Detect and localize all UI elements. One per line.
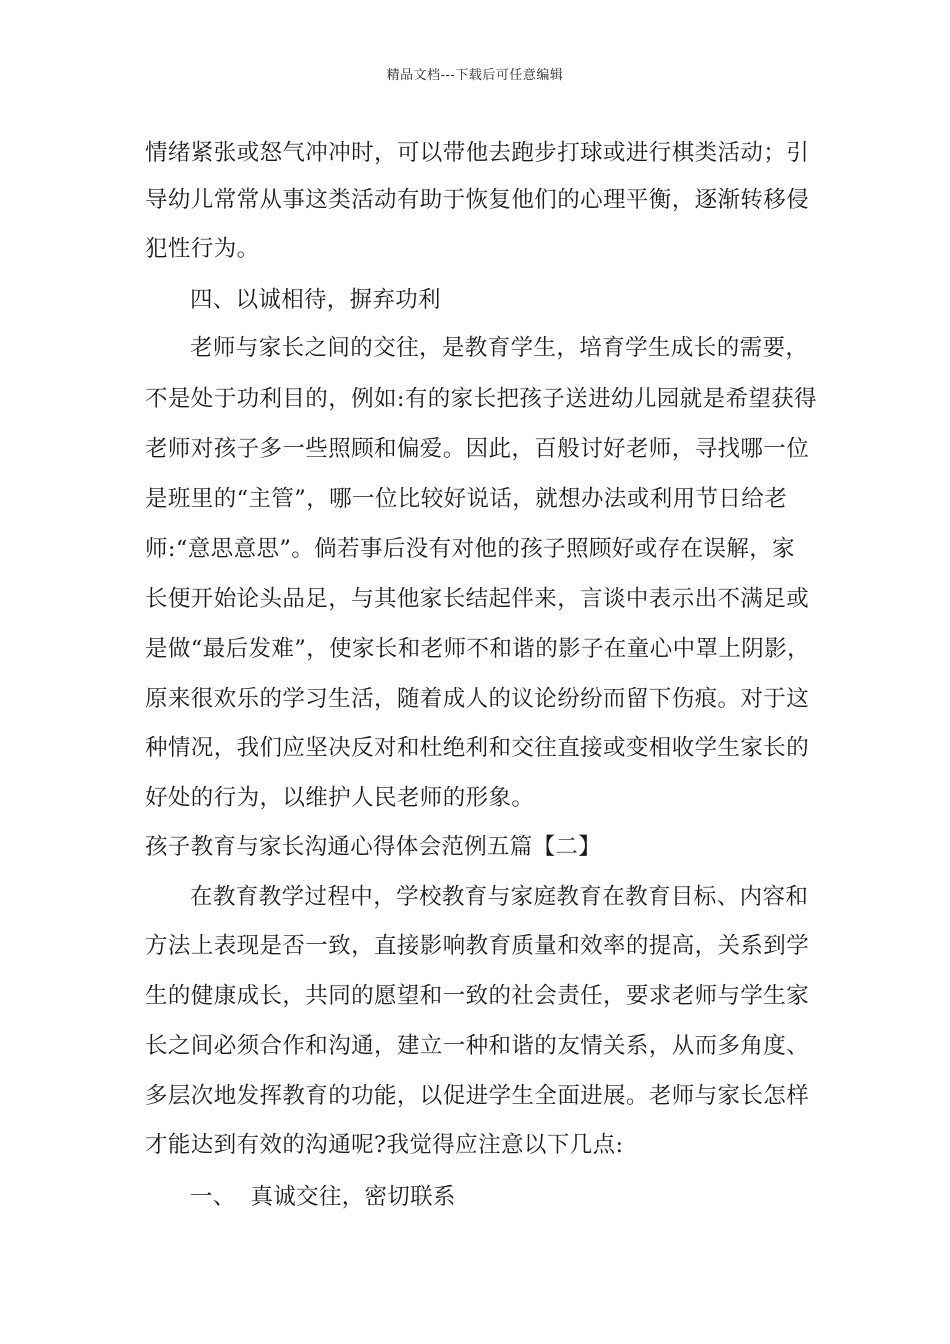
body-line: 多层次地发挥教育的功能，以促进学生全面进展。老师与家长怎样 [145, 1083, 810, 1109]
article-title: 孩子教育与家长沟通心得体会范例五篇【二】 [145, 834, 602, 860]
body-line: 在教育教学过程中，学校教育与家庭教育在教育目标、内容和 [190, 884, 809, 910]
body-line: 长便开始论头品足，与其他家长结起伴来，言谈中表示出不满足或 [145, 586, 810, 612]
body-line: 老师与家长之间的交往，是教育学生，培育学生成长的需要， [190, 335, 809, 361]
body-line: 导幼儿常常从事这类活动有助于恢复他们的心理平衡，逐渐转移侵 [145, 187, 810, 213]
body-line: 原来很欢乐的学习生活，随着成人的议论纷纷而留下伤痕。对于这 [145, 686, 810, 712]
body-line: 师:“意思意思”。倘若事后没有对他的孩子照顾好或存在误解，家 [145, 536, 796, 562]
body-line: 犯性行为。 [145, 236, 260, 262]
body-line: 长之间必须合作和沟通，建立一种和谐的友情关系，从而多角度、 [145, 1033, 810, 1059]
page-header: 精品文档---下载后可任意编辑 [386, 68, 564, 83]
body-line: 才能达到有效的沟通呢?我觉得应注意以下几点: [145, 1132, 624, 1158]
body-line: 不是处于功利目的，例如:有的家长把孩子送进幼儿园就是希望获得 [145, 386, 818, 412]
body-line: 情绪紧张或怒气冲冲时，可以带他去跑步打球或进行棋类活动；引 [145, 140, 810, 166]
body-line: 方法上表现是否一致，直接影响教育质量和效率的提高，关系到学 [145, 933, 810, 959]
section-heading: 一、 真诚交往，密切联系 [190, 1184, 456, 1210]
body-line: 生的健康成长，共同的愿望和一致的社会责任，要求老师与学生家 [145, 983, 810, 1009]
body-line: 种情况，我们应坚决反对和杜绝利和交往直接或变相收学生家长的 [145, 735, 810, 761]
section-heading: 四、以诚相待，摒弃功利 [190, 287, 441, 313]
body-line: 是做“最后发难”，使家长和老师不和谐的影子在童心中罩上阴影， [145, 636, 811, 662]
body-line: 好处的行为，以维护人民老师的形象。 [145, 785, 535, 811]
body-line: 是班里的“主管”，哪一位比较好说话，就想办法或利用节日给老 [145, 486, 788, 512]
body-line: 老师对孩子多一些照顾和偏爱。因此，百般讨好老师，寻找哪一位 [145, 436, 810, 462]
